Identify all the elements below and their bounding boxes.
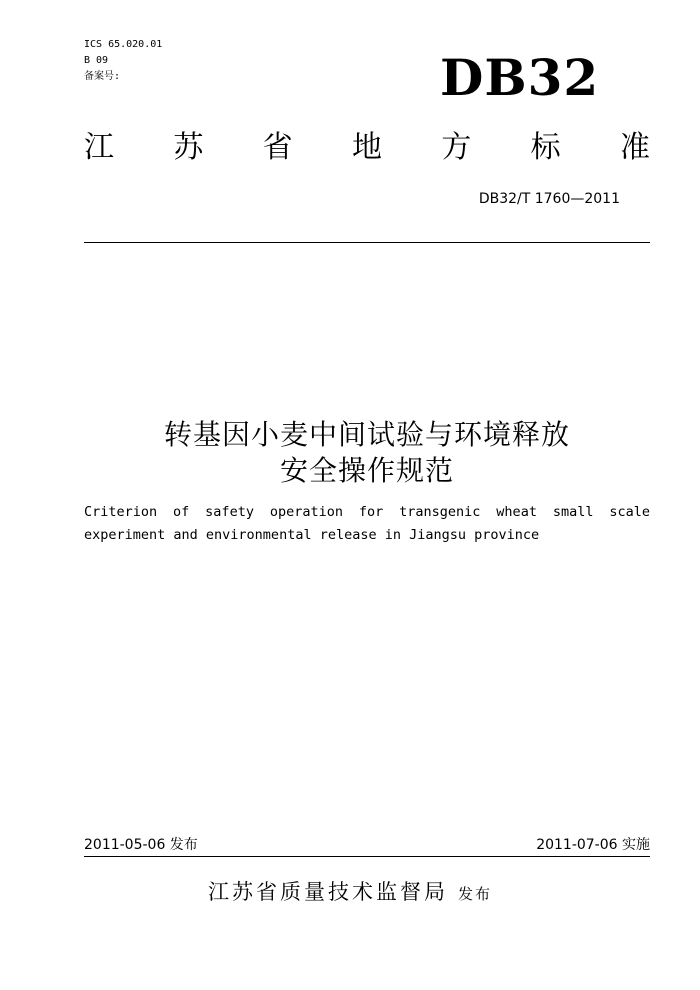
- db32-logo: DB32: [440, 48, 600, 107]
- title-en-line1: Criterion of safety operation for transgenic wheat small scale: [84, 504, 650, 520]
- ics-code: ICS 65.020.01: [84, 39, 163, 50]
- issue-date: 2011-05-06 发布: [84, 837, 198, 853]
- effective-date: 2011-07-06 实施: [536, 837, 650, 853]
- classification-code: B 09: [84, 55, 109, 66]
- standard-type-char: 江: [84, 130, 114, 165]
- issuer-name: 江苏省质量技术监督局: [207, 880, 448, 904]
- standard-number: DB32/T 1760—2011: [478, 191, 620, 207]
- standard-type-char: 准: [619, 130, 650, 165]
- standard-type-char: 方: [441, 130, 472, 165]
- title-en: [84, 501, 650, 547]
- title-en-line2: experiment and environmental release in Jiangsu province: [84, 527, 540, 543]
- bottom-divider: [84, 856, 650, 857]
- title-zh-line2: 安全操作规范: [279, 454, 454, 487]
- standard-type-char: 苏: [173, 130, 204, 165]
- top-divider: [84, 242, 650, 243]
- title-zh-line1: 转基因小麦中间试验与环境释放: [163, 418, 570, 451]
- issuer-action: 发布: [457, 885, 492, 903]
- standard-type-char: 地: [351, 130, 382, 165]
- date-row: [84, 836, 650, 854]
- standard-type-heading: [84, 130, 650, 166]
- filing-number-label: 备案号:: [84, 71, 121, 82]
- issuer: [0, 876, 700, 906]
- standard-type-char: 标: [530, 130, 561, 165]
- standard-type-char: 省: [262, 130, 293, 165]
